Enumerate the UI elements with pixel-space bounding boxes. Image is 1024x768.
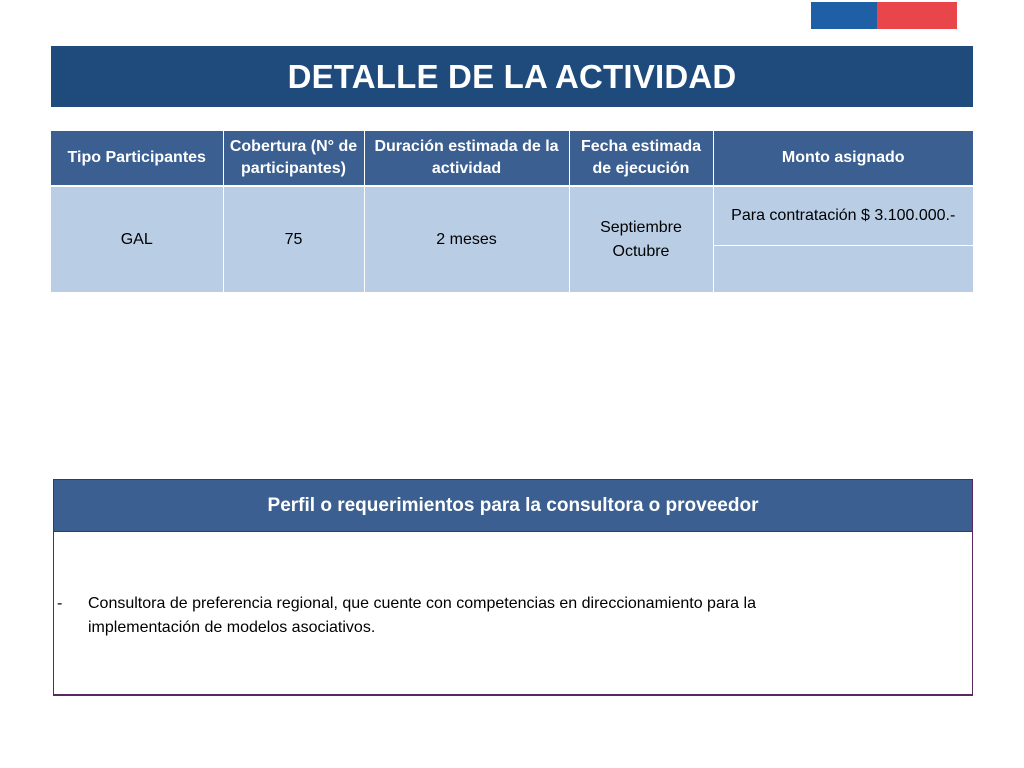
- fecha-line-2: Octubre: [612, 242, 670, 260]
- cell-fecha: [569, 186, 713, 292]
- title-banner: [51, 46, 973, 107]
- profile-body: [54, 532, 972, 640]
- profile-box: [53, 479, 973, 696]
- profile-title: Perfil o requerimientos para la consultora o proveedor: [267, 494, 759, 516]
- flag-red-block: [877, 2, 957, 29]
- cell-tipo: GAL: [51, 186, 223, 292]
- table-header-row: [51, 131, 973, 186]
- flag-blue-block: [811, 2, 877, 29]
- cell-monto-extra: [713, 246, 973, 293]
- col-header-tipo: Tipo Participantes: [51, 131, 223, 186]
- list-item: [54, 592, 972, 640]
- cell-cobertura: 75: [223, 186, 364, 292]
- table-row: [51, 186, 973, 246]
- profile-header: [54, 480, 972, 532]
- activity-table: [51, 131, 973, 292]
- col-header-fecha: Fecha estimada de ejecución: [569, 131, 713, 186]
- bullet-text: Consultora de preferencia regional, que cuente con competencias en direccionamiento para la implementación de modelos asociativos.: [88, 595, 756, 636]
- col-header-cobertura: Cobertura (N° de participantes): [223, 131, 364, 186]
- bullet-marker: -: [57, 595, 63, 612]
- cell-monto: Para contratación $ 3.100.000.-: [713, 186, 973, 246]
- col-header-monto: Monto asignado: [713, 131, 973, 186]
- cell-duracion: 2 meses: [364, 186, 569, 292]
- fecha-line-1: Septiembre: [600, 218, 682, 236]
- page-title: DETALLE DE LA ACTIVIDAD: [287, 57, 737, 95]
- col-header-duracion: Duración estimada de la actividad: [364, 131, 569, 186]
